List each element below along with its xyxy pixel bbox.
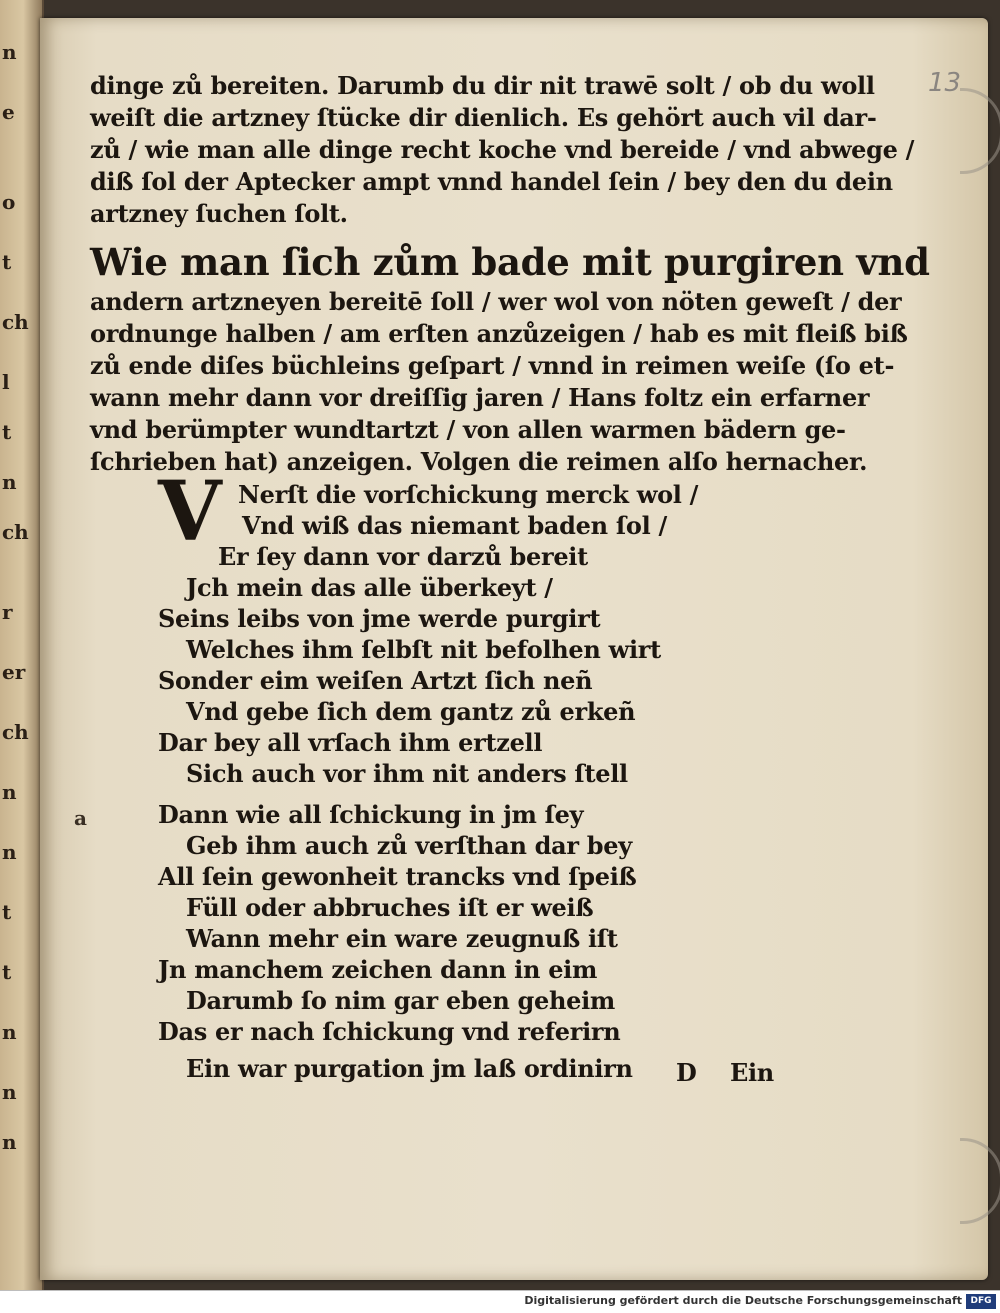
text-line: weiſt die artzney ſtücke dir dienlich. Es gehört auch vil dar- [90, 103, 877, 132]
verse-line: Jch mein das alle überkeyt / [186, 573, 553, 602]
verse-line: Füll oder abbruches iſt er weiß [186, 893, 594, 922]
previous-page-fragment: n [2, 780, 17, 804]
verse-line: Vnd wiß das niemant baden ſol / [242, 511, 667, 540]
text-line: zů ende diſes büchleins geſpart / vnnd in reimen weiſe (ſo et- [90, 351, 895, 380]
previous-page-fragment: n [2, 1130, 17, 1154]
previous-page-fragment: r [2, 600, 13, 624]
clip-shadow [960, 1138, 1000, 1224]
signature-mark: D [676, 1058, 697, 1087]
text-line: ſchrieben hat) anzeigen. Volgen die reimen alſo hernacher. [90, 447, 868, 476]
previous-page-fragment: er [2, 660, 26, 684]
previous-page-fragment: ch [2, 720, 29, 744]
verse-line: Ein war purgation jm laß ordinirn [186, 1054, 633, 1083]
clip-shadow [960, 88, 1000, 174]
dfg-logo-icon: DFG [966, 1294, 996, 1309]
verse-line: Das er nach ſchickung vnd referirn [158, 1017, 621, 1046]
previous-page-fragment: o [2, 190, 16, 214]
previous-page-fragment: ch [2, 520, 29, 544]
previous-page-fragment: t [2, 420, 12, 444]
text-line: ordnunge halben / am erſten anzůzeigen / hab es mit fleiß biß [90, 319, 908, 348]
text-line: wann mehr dann vor dreiſſig jaren / Hans foltz ein erfarner [90, 383, 870, 412]
previous-page-fragment: n [2, 1080, 17, 1104]
verse-line: Darumb ſo nim gar eben geheim [186, 986, 616, 1015]
verse-line: Welches ihm ſelbſt nit befolhen wirt [186, 635, 661, 664]
text-line: andern artzneyen bereitē ſoll / wer wol von nöten geweſt / der [90, 287, 902, 316]
verse-line: Sonder eim weiſen Artzt ſich neñ [158, 666, 593, 695]
previous-page-fragment: n [2, 470, 17, 494]
previous-page-fragment: t [2, 250, 12, 274]
marginal-mark: a [74, 806, 87, 830]
text-line: diß ſol der Aptecker ampt vnnd handel ſein / bey den du dein [90, 167, 893, 196]
previous-page-edge [0, 0, 44, 1290]
section-heading: Wie man ſich zům bade mit purgiren vnd [90, 240, 930, 284]
verse-line: All ſein gewonheit trancks vnd ſpeiß [158, 862, 637, 891]
previous-page-fragment: n [2, 1020, 17, 1044]
previous-page-fragment: n [2, 840, 17, 864]
verse-line: Dann wie all ſchickung in jm ſey [158, 800, 584, 829]
text-line: zů / wie man alle dinge recht koche vnd bereide / vnd abwege / [90, 135, 915, 164]
verse-line: Sich auch vor ihm nit anders ſtell [186, 759, 628, 788]
text-line: vnd berümpter wundtartzt / von allen warmen bädern ge- [90, 415, 846, 444]
text-line: dinge zů bereiten. Darumb du dir nit trawē solt / ob du woll [90, 71, 875, 100]
previous-page-fragment: e [2, 100, 15, 124]
previous-page-fragment: t [2, 900, 12, 924]
verse-line: Seins leibs von jme werde purgirt [158, 604, 601, 633]
folio-number: 13 [928, 68, 962, 98]
verse-line: Geb ihm auch zů verſthan dar bey [186, 831, 632, 860]
previous-page-fragment: ch [2, 310, 29, 334]
funding-notice: Digitalisierung gefördert durch die Deutsche Forschungsgemeinschaft [524, 1294, 962, 1307]
verse-line: Wann mehr ein ware zeugnuß iſt [186, 924, 618, 953]
verse-line: Er ſey dann vor darzů bereit [218, 542, 588, 571]
text-line: artzney ſuchen ſolt. [90, 199, 348, 228]
previous-page-fragment: t [2, 960, 12, 984]
verse-line: Vnd gebe ſich dem gantz zů erkeñ [186, 697, 636, 726]
previous-page-fragment: l [2, 370, 10, 394]
verse-line: Dar bey all vrſach ihm ertzell [158, 728, 543, 757]
previous-page-fragment: n [2, 40, 17, 64]
verse-line: Nerſt die vorſchickung merck wol / [238, 480, 699, 509]
decorated-initial: V [158, 464, 222, 560]
catchword: Ein [730, 1058, 774, 1087]
verse-line: Jn manchem zeichen dann in eim [158, 955, 598, 984]
digitization-footer [0, 1290, 1000, 1313]
